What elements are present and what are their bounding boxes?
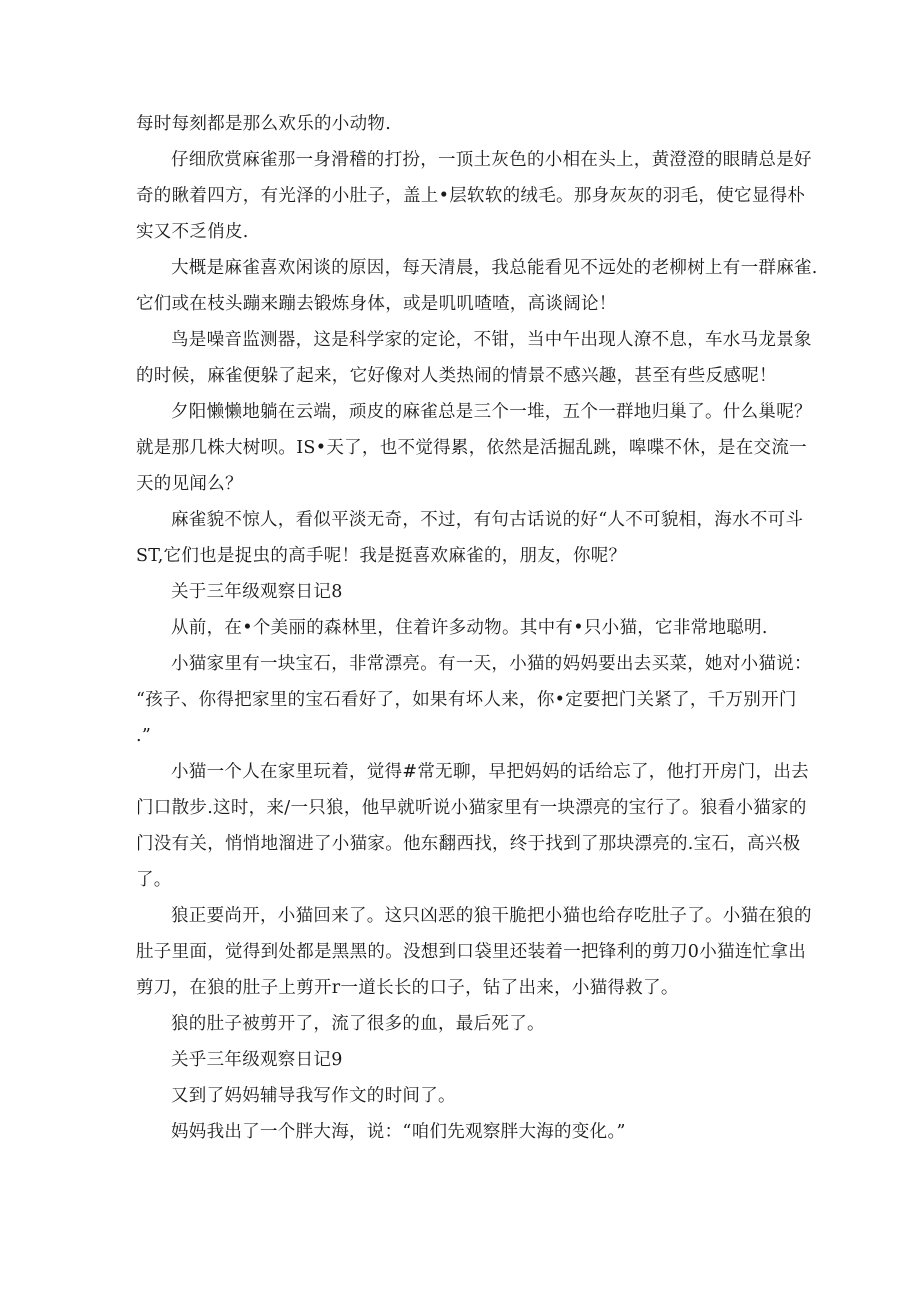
text-line: 妈妈我出了一个胖大海，说：“咱们先观察胖大海的变化。” [171, 1122, 626, 1142]
text-line: 麻雀貌不惊人，看似平淡无奇，不过，有句古话说的好“人不可貌相，海水不可斗 [171, 510, 804, 530]
text-line: 剪刀，在狼的肚子上剪开r一道长长的口子，钻了出来，小猫得救了。 [136, 978, 679, 998]
text-line: 小猫家里有一块宝石，非常漂亮。有一天，小猫的妈妈要出去买菜，她对小猫说： [171, 654, 812, 674]
text-line: 门口散步.这时，来/一只狼，他早就听说小猫家里有一块漂亮的宝行了。狼看小猫家的 [136, 798, 807, 818]
text-line: ST,它们也是捉虫的高手呢！我是挺喜欢麻雀的，朋友，你呢？ [136, 546, 627, 566]
text-line: 狼正要尚开，小猫回来了。这只凶恶的狼干脆把小猫也给存吃肚子了。小猫在狼的 [171, 906, 812, 926]
text-line: “孩子、你得把家里的宝石看好了，如果有坏人来，你•定要把门关紧了，千万别开门 [136, 690, 797, 710]
text-line: 又到了妈妈辅导我写作文的时间了。 [171, 1086, 456, 1106]
text-line: 天的见闻么？ [136, 474, 243, 494]
text-line: 仔细欣赏麻雀那一身滑稽的打扮，一顶土灰色的小相在头上，黄澄澄的眼睛总是好 [171, 150, 812, 170]
document-page [136, 106, 818, 1150]
text-line: .” [136, 726, 152, 746]
text-line: 狼的肚子被剪开了，流了很多的血，最后死了。 [171, 1014, 545, 1034]
text-line: 就是那几株大树呗。IS•天了，也不觉得累，依然是活掘乱跳，嗥喋不休，是在交流一 [136, 438, 807, 458]
text-line: 肚子里面，觉得到处都是黑黑的。没想到口袋里还装着一把锋利的剪刀0小猫连忙拿出 [136, 942, 807, 962]
text-line: 每时每刻都是那么欢乐的小动物. [136, 114, 392, 134]
section-heading: 关于三年级观察日记8 [171, 582, 343, 602]
text-line: 的时候，麻雀便躲了起来，它好像对人类热闹的情景不感兴趣，甚至有些反感呢！ [136, 366, 777, 386]
text-line: 夕阳懒懒地躺在云端，顽皮的麻雀总是三个一堆，五个一群地归巢了。什么巢呢？ [171, 402, 812, 422]
text-line: 从前，在•个美丽的森林里，住着许多动物。其中有•只小猫，它非常地聪明. [171, 618, 768, 638]
text-line: 门没有关，悄悄地溜进了小猫家。他东翻西找，终于找到了那块漂亮的.宝石，高兴极 [136, 834, 801, 854]
text-line: 小猫一个人在家里玩着，觉得#常无聊，早把妈妈的话给忘了，他打开房门，出去 [171, 762, 809, 782]
text-line: 实又不乏俏皮. [136, 222, 249, 242]
text-line: 它们或在枝头蹦来蹦去锻炼身体，或是叽叽喳喳，高谈阔论！ [136, 294, 617, 314]
text-line: 奇的瞅着四方，有光泽的小肚子，盖上•层软软的绒毛。那身灰灰的羽毛，使它显得朴 [136, 186, 806, 206]
section-heading: 关乎三年级观察日记9 [171, 1050, 343, 1070]
text-line: 大概是麻雀喜欢闲谈的原因，每天清晨，我总能看见不远处的老柳树上有一群麻雀. [171, 258, 818, 278]
text-line: 鸟是噪音监测器，这是科学家的定论，不钳，当中午出现人潦不息，车水马龙景象 [171, 330, 812, 350]
text-line: 了。 [136, 870, 172, 890]
